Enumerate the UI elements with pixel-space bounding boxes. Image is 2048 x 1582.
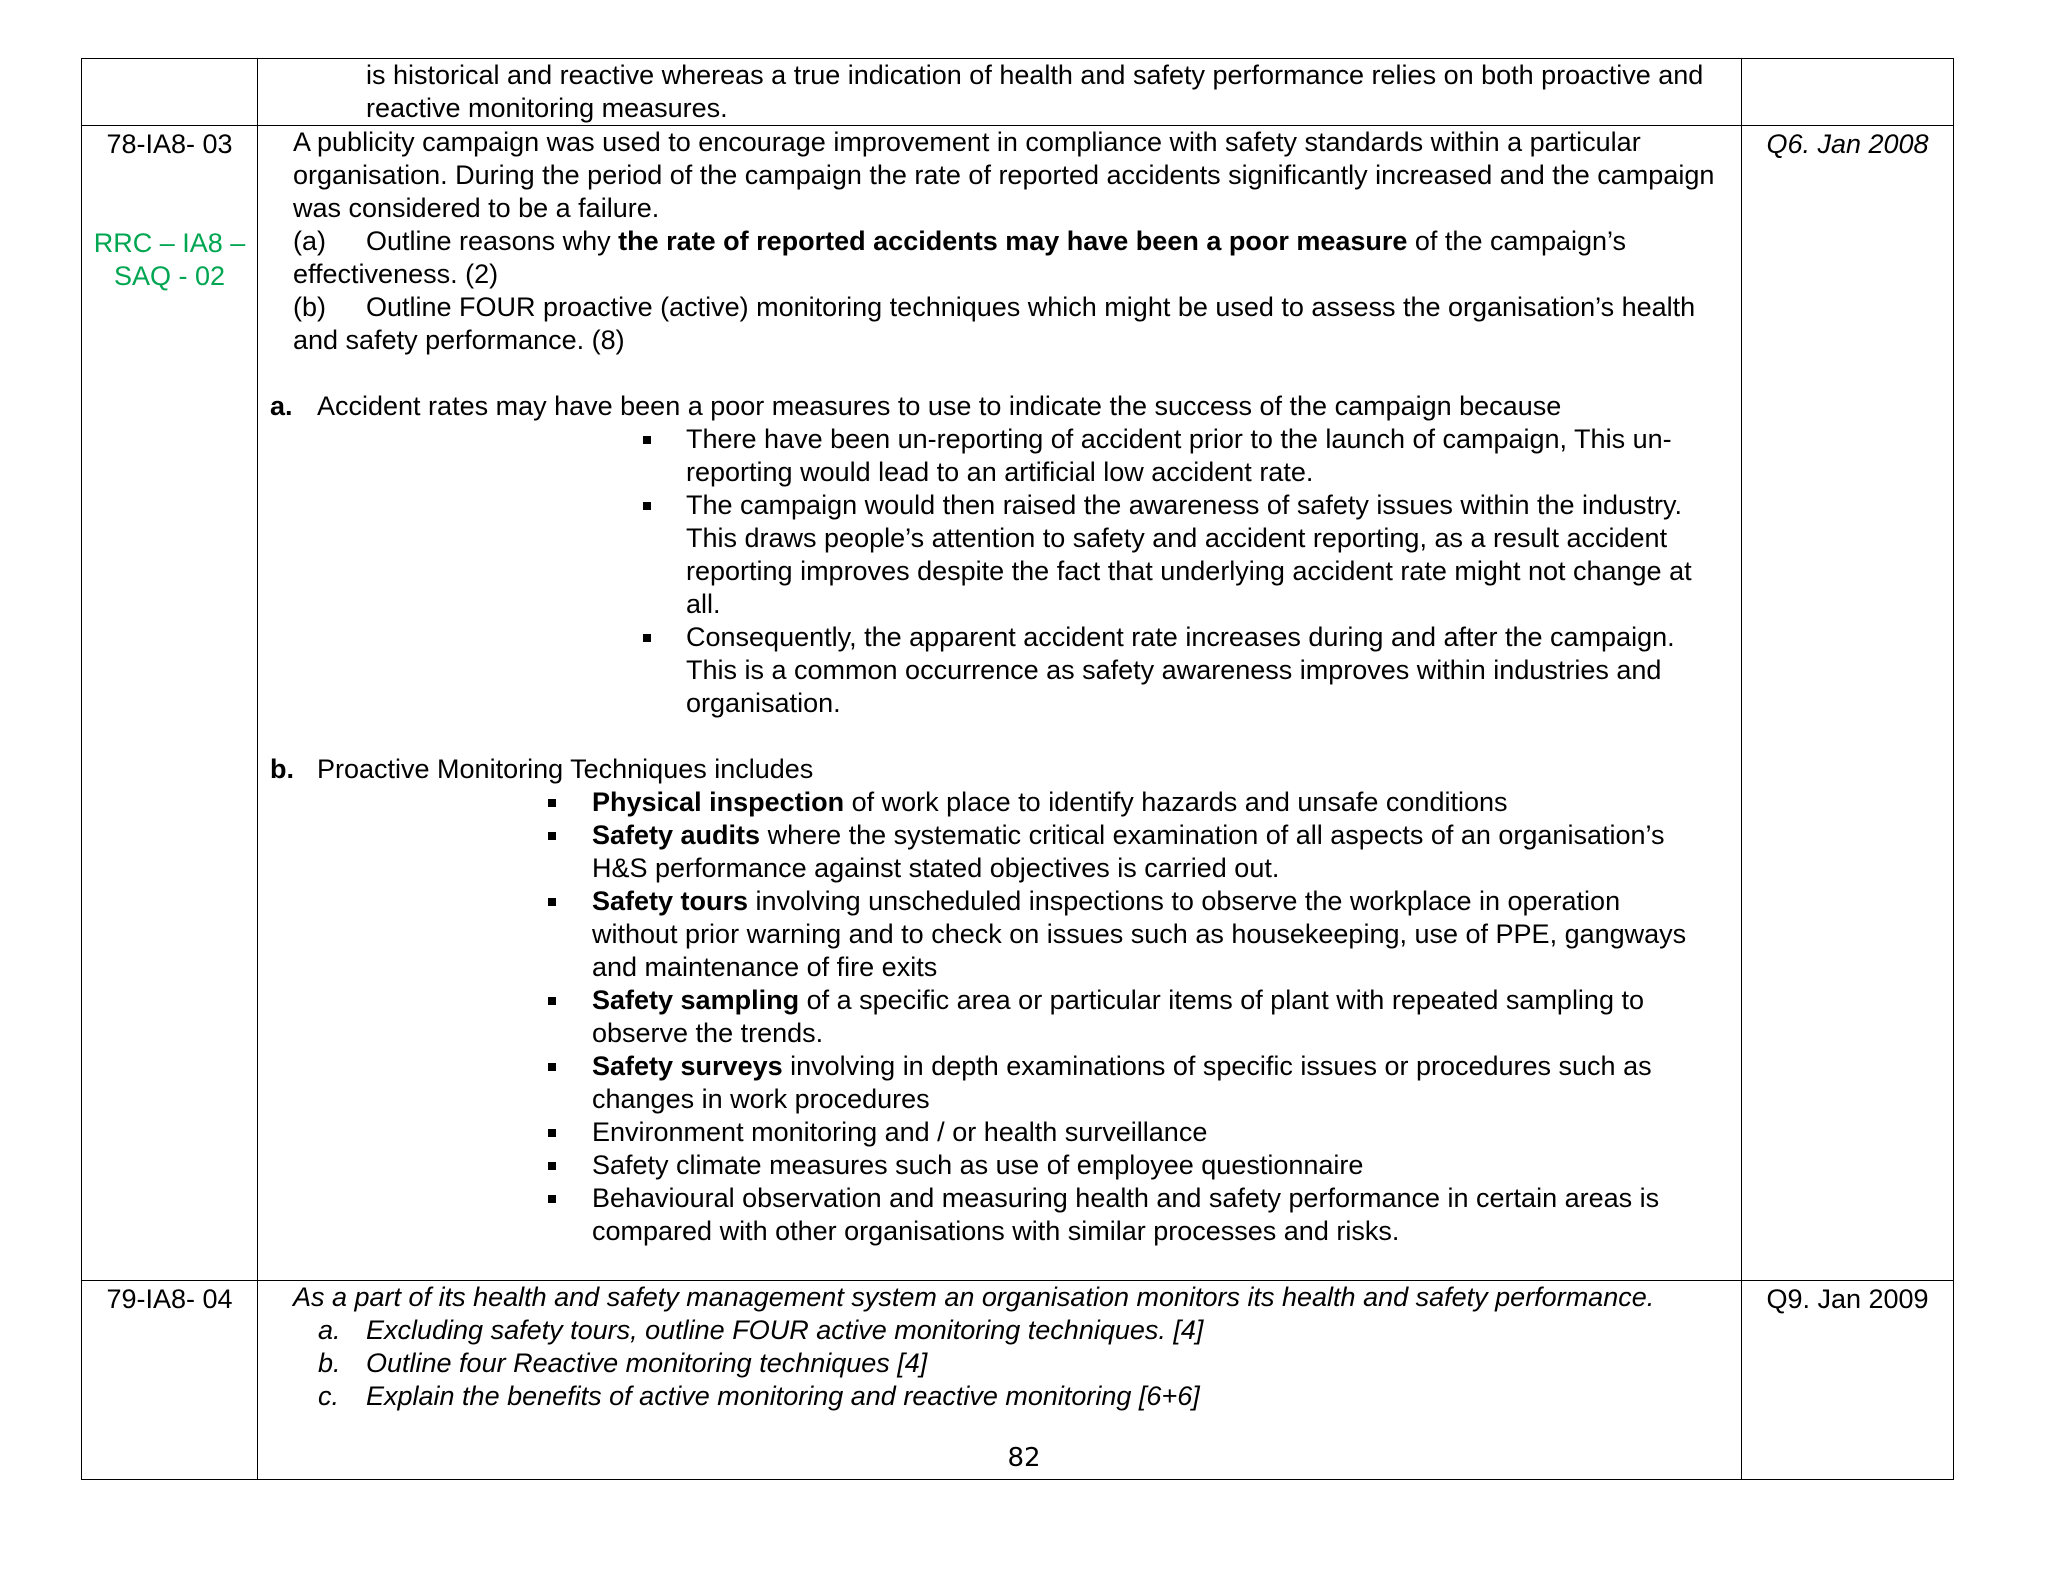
answer-a-list <box>258 423 1741 720</box>
table-row <box>82 59 1954 126</box>
question-ref: 78-IA8- 03 <box>106 129 233 159</box>
question-part-a: (a) Outline reasons why the rate of reported accidents may have been a poor measure of the campaign’s effectiveness. (2) <box>293 226 1627 289</box>
list-item: There have been un-reporting of accident prior to the launch of campaign, This un-reporting would lead to an artificial low accident rate. <box>258 423 1741 489</box>
list-item: The campaign would then raised the awareness of safety issues within the industry. This draws people’s attention to safety and accident reporting, as a result accident reporting improves despite the fact that underlying accident rate might not change at all. <box>258 489 1741 621</box>
exam-source: Q9. Jan 2009 <box>1766 1284 1929 1314</box>
part-label: (b) <box>293 292 326 322</box>
question-intro: A publicity campaign was used to encourage improvement in compliance with safety standards within a particular organisation. During the period of the campaign the rate of reported accidents significantly increased and the campaign was considered to be a failure. <box>293 127 1715 223</box>
list-item: Physical inspection of work place to identify hazards and unsafe conditions <box>258 786 1741 819</box>
question-answer-table <box>81 58 1954 1480</box>
part-label: (a) <box>293 226 326 256</box>
list-item: c. Explain the benefits of active monitoring and reactive monitoring [6+6] <box>318 1381 1200 1411</box>
list-item: b. Outline four Reactive monitoring techniques [4] <box>318 1348 928 1378</box>
ref-cell <box>82 59 258 126</box>
list-item: Behavioural observation and measuring health and safety performance in certain areas is compared with other organisations with similar processes and risks. <box>258 1182 1741 1248</box>
question-intro: As a part of its health and safety management system an organisation monitors its health and safety performance. <box>293 1282 1655 1312</box>
question-parts <box>258 1314 1741 1413</box>
list-item: Safety tours involving unscheduled inspections to observe the workplace in operation without prior warning and to check on issues such as housekeeping, use of PPE, gangways and maintenance of fire exits <box>258 885 1741 984</box>
list-item: Safety climate measures such as use of employee questionnaire <box>258 1149 1741 1182</box>
table-row <box>82 126 1954 1281</box>
question-ref: 79-IA8- 04 <box>106 1284 233 1314</box>
answer-heading: Proactive Monitoring Techniques includes <box>317 754 814 784</box>
answer-label: b. <box>270 754 294 784</box>
list-item: Safety surveys involving in depth examinations of specific issues or procedures such as changes in work procedures <box>258 1050 1741 1116</box>
continuation-text: is historical and reactive whereas a true indication of health and safety performance relies on both proactive and reactive monitoring measures. <box>366 60 1704 123</box>
answer-b-list <box>258 786 1741 1248</box>
question-part-b: (b) Outline FOUR proactive (active) monitoring techniques which might be used to assess the organisation’s health and safety performance. (8) <box>293 292 1696 355</box>
continuation-cell <box>258 59 1742 126</box>
ref-cell <box>82 126 258 1281</box>
exam-source: Q6. Jan 2008 <box>1766 129 1929 159</box>
bold-phrase: the rate of reported accidents may have been a poor measure <box>618 226 1408 256</box>
answer-a <box>258 390 1741 720</box>
list-item: Safety audits where the systematic critical examination of all aspects of an organisation’s H&S performance against stated objectives is carried out. <box>258 819 1741 885</box>
list-item: a. Excluding safety tours, outline FOUR active monitoring techniques. [4] <box>318 1315 1204 1345</box>
source-cell <box>1742 59 1954 126</box>
question-body <box>258 126 1742 1281</box>
source-cell <box>1742 126 1954 1281</box>
list-item: Consequently, the apparent accident rate increases during and after the campaign. This is a common occurrence as safety awareness improves within industries and organisation. <box>258 621 1741 720</box>
syllabus-ref: RRC – IA8 – SAQ - 02 <box>93 228 246 291</box>
answer-b <box>258 753 1741 1248</box>
answer-label: a. <box>270 391 293 421</box>
question-text <box>258 126 1741 357</box>
page-number: 82 <box>1007 1443 1041 1473</box>
answer-heading: Accident rates may have been a poor measures to use to indicate the success of the campaign because <box>317 391 1562 421</box>
list-item: Safety sampling of a specific area or particular items of plant with repeated sampling to observe the trends. <box>258 984 1741 1050</box>
list-item: Environment monitoring and / or health surveillance <box>258 1116 1741 1149</box>
